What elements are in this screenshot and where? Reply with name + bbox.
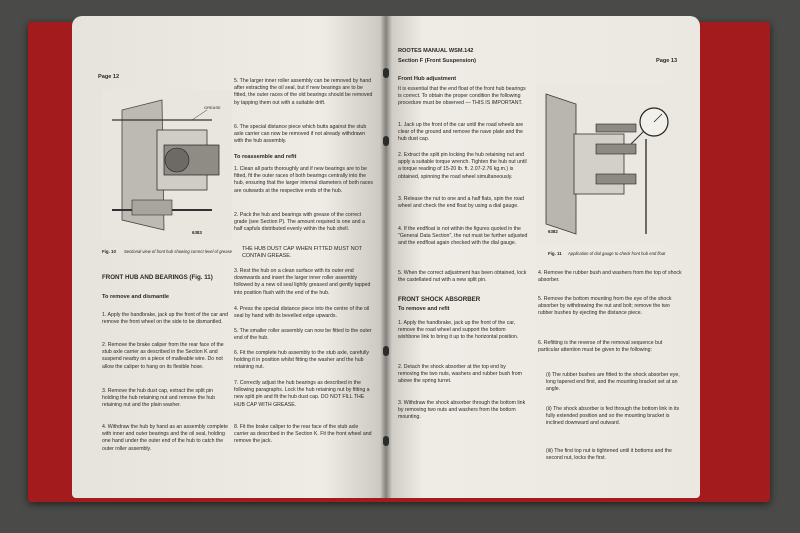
open-manual (72, 16, 700, 498)
sub-item-iii: (iii) The first top nut is tightened until it bottoms and the second nut, locks the first. (546, 448, 672, 462)
grease-label: GREASE (204, 105, 221, 110)
warning-text: THE HUB DUST CAP WHEN FITTED MUST NOT CONTAIN GREASE. (242, 246, 362, 260)
step-4: 4. Withdraw the hub by hand as an assembly complete with inner and outer bearings and the oil seal, holding one hand under the outer end of the hub to catch the outer roller assembly. (102, 424, 229, 452)
hub-section-figure (102, 90, 232, 240)
left-page (72, 16, 386, 498)
step-1: 1. Apply the handbrake, jack up the front of the car and remove the front wheel on the side to be dismantled. (102, 312, 229, 326)
binder-ring (383, 436, 389, 446)
right-page-number: Page 13 (656, 58, 678, 64)
left-page-number: Page 12 (98, 74, 120, 80)
col2-step-6: 6. Refitting is the reverse of the removal sequence but particular attention must be given to the following: (538, 340, 663, 354)
adj-step-1: 1. Jack up the front of the car until the road wheels are clear of the ground and remove the nave plate and the hub dust cap. (398, 122, 524, 143)
refit-step-7: 7. Correctly adjust the hub bearings as described in the following paragraphs. Lock the hub retaining nut by fitting a new split pin and fit the hub dust cap. DO NOT FILL THE HUB CAP WITH GREASE. (234, 380, 370, 408)
step-3: 3. Remove the hub dust cap, extract the split pin holding the hub retaining nut and remove the hub retaining nut and the plain washer. (102, 388, 216, 409)
refit-step-1: 1. Clean all parts thoroughly and if new bearings are to be fitted, fit the outer races of both bearings centrally into the hub, ensuring that the larger internal diameters of both races are outwards at the respective ends of the hub. (234, 166, 373, 194)
col2-step-5: 5. The larger inner roller assembly can be removed by hand after extracting the oil seal, but if new bearings are to be fitted, the outer races of the old bearings should be removed by tapping them out with a suitable drift. (234, 78, 373, 106)
figure-caption: Sectional view of front hub showing correct level of grease (124, 249, 233, 254)
binder-ring (383, 136, 389, 146)
right-page (386, 16, 700, 498)
sub-item-ii: (ii) The shock absorber is fed through the bottom link in its fully extended position and so the mounting bracket is inclined downward and outward. (546, 406, 680, 427)
figure-code: 6383 (192, 230, 202, 235)
section-head: Section F (Front Suspension) (398, 58, 477, 64)
running-head: ROOTES MANUAL WSM.142 (398, 48, 474, 54)
adj-step-5: 5. When the correct adjustment has been obtained, lock the castellated nut with a new split pin. (398, 270, 527, 284)
refit-title: To reassemble and refit (234, 154, 297, 160)
section-title: FRONT HUB AND BEARINGS (Fig. 11) (102, 274, 213, 281)
refit-step-2: 2. Pack the hub and bearings with grease of the correct grade (see Section P). The amount required is one and a half capfuls distributed evenly within the hub shell. (234, 212, 365, 233)
shock-step-1: 1. Apply the handbrake, jack up the front of the car, remove the road wheel and support the bottom wishbone link to bring it up to the horizontal position. (398, 320, 519, 341)
adj-step-2: 2. Extract the split pin locking the hub retaining nut and apply a suitable torque wrench. Tighten the hub nut until a torque reading of 15-20 lb. ft. 2.07-2.76 kg.m.) is obtained, spinning the road wheel simultaneously. (398, 152, 527, 180)
sub-item-i: (i) The rubber bushes are fitted to the shock absorber eye, long tapered end first, and the mounting bracket set at an angle. (546, 372, 680, 393)
binder-ring (383, 68, 389, 78)
adj-step-3: 3. Release the nut to one and a half flats, spin the road wheel and check the end float by using a dial gauge. (398, 196, 525, 210)
figure-caption-number: Fig. 10 (102, 249, 116, 254)
refit-step-4: 4. Press the special distance piece into the centre of the oil seal by hand with its bevelled edge upwards. (234, 306, 370, 320)
col2-step-4: 4. Remove the rubber bush and washers from the top of shock absorber. (538, 270, 682, 284)
subsection-title: To remove and dismantle (102, 294, 170, 300)
shock-title: FRONT SHOCK ABSORBER (398, 296, 481, 303)
col2-step-6: 6. The special distance piece which butts against the stub axle carrier can now be removed if not already withdrawn with the hub assembly. (234, 124, 367, 145)
book-spine (380, 16, 392, 498)
refit-step-6: 6. Fit the complete hub assembly to the stub axle, carefully holding it in position whilst fitting the washer and the hub retaining nut. (234, 350, 369, 371)
refit-step-8: 8. Fit the brake caliper to the rear face of the stub axle carrier as described in the Section K. Fit the front wheel and remove the jack. (234, 424, 372, 445)
adjustment-title: Front Hub adjustment (398, 76, 457, 82)
figure-caption-number-right: Fig. 11 (548, 251, 562, 256)
refit-step-5: 5. The smaller roller assembly can now be fitted to the outer end of the hub. (234, 328, 372, 342)
adjustment-intro: It is essential that the end float of the front hub bearings is correct. To obtain the proper condition the following procedure must be observed — THIS IS IMPORTANT. (398, 86, 526, 107)
step-2: 2. Remove the brake caliper from the rear face of the stub axle carrier as described in the Section K and suspend nearby on a piece of malleable wire. Do not allow the caliper to hang on its flexible hose. (102, 342, 224, 370)
shock-step-3: 3. Withdraw the shock absorber through the bottom link by removing two nuts and washers from the bottom mounting. (398, 400, 526, 421)
binder-ring (383, 346, 389, 356)
adj-step-4: 4. If the endfloat is not within the figures quoted in the "General Data Section", the nut must be further adjusted and the endfloat again checked with the dial gauge. (398, 226, 528, 247)
figure-caption-right: Application of dial gauge to check front hub end float (568, 251, 666, 256)
dial-gauge-figure (536, 84, 676, 244)
shock-subtitle: To remove and refit (398, 306, 450, 312)
shock-step-2: 2. Detach the shock absorber at the top end by removing the two nuts, washers and rubber bush from above the spring turret. (398, 364, 522, 385)
figure-code-right: 6382 (548, 229, 558, 234)
refit-step-3: 3. Rest the hub on a clean surface with its outer end downwards and insert the larger inner roller assembly followed by a new oil seal lightly greased and gently tapped into position flush with the end of the hub. (234, 268, 371, 296)
col2-step-5: 5. Remove the bottom mounting from the eye of the shock absorber by withdrawing the nut and bolt; remove the two rubber bushes by ejecting the distance piece. (538, 296, 672, 317)
